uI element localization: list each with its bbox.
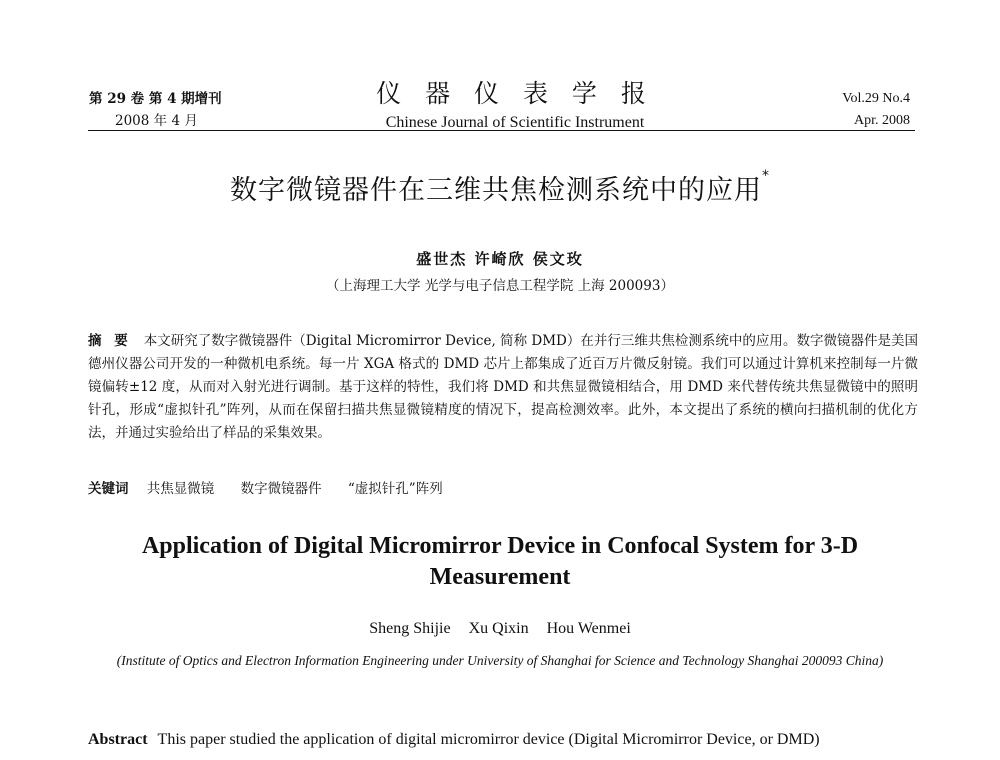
abstract-en-label: Abstract: [88, 731, 148, 748]
paper-title-cn: [0, 168, 1000, 207]
header-vol-info-en: [842, 88, 910, 132]
keyword: 共焦显微镜: [146, 481, 215, 497]
journal-name-en: Chinese Journal of Scientific Instrument: [385, 114, 645, 131]
abstract-cn: [88, 330, 918, 445]
abstract-cn-label: 摘 要: [88, 333, 132, 349]
author-name: Hou Wenmei: [546, 620, 631, 637]
authors-cn: 盛世杰 许崎欣 侯文玫: [416, 250, 584, 268]
author-name: Xu Qixin: [468, 620, 529, 637]
journal-name-cn: 仪 器 仪 表 学 报: [376, 79, 654, 108]
keyword: 数字微镜器件: [240, 481, 322, 497]
paper-title-en: Application of Digital Micromirror Device in Confocal System for 3-D Measurement: [141, 533, 859, 590]
abstract-en-text: This paper studied the application of digital micromirror device (Digital Micromirror Device, or DMD): [157, 731, 820, 748]
volume-issue-en: Vol.29 No.4: [842, 91, 910, 106]
issue-date-en: Apr. 2008: [854, 113, 910, 128]
keywords-cn-label: 关键词: [88, 481, 129, 497]
title-footnote-mark: *: [762, 168, 770, 184]
volume-issue: 第 29 卷 第 4 期增刊: [89, 91, 222, 107]
keywords-cn: [88, 477, 465, 497]
author-name: Sheng Shijie: [369, 620, 451, 637]
authors-en: [0, 620, 1000, 638]
issue-date: 2008 年 4 月: [115, 113, 198, 129]
paper-title-cn-text: 数字微镜器件在三维共焦检测系统中的应用: [230, 175, 762, 206]
affiliation-en: (Institute of Optics and Electron Information Engineering under University of Shanghai for Science and Technology Shanghai 200093 China): [116, 653, 884, 668]
abstract-en: [88, 731, 928, 749]
journal-name: [360, 78, 670, 134]
abstract-cn-text: 本文研究了数字微镜器件（Digital Micromirror Device, 简称 DMD）在并行三维共焦检测系统中的应用。数字微镜器件是美国德州仪器公司开发的一种微机电系统。每一片 XGA 格式的 DMD 芯片上都集成了近百万片微反射镜。我们可以通过计算机来控制每一片微镜偏转±12 度，从而对入射光进行调制。基于这样的特性，我们将 DMD 和共焦显微镜相结合，用 DMD 来代替传统共焦显微镜中的照明针孔，形成“虚拟针孔”阵列，从而在保留扫描共焦显微镜精度的情况下，提高检测效率。此外，本文提出了系统的横向扫描机制的优化方法，并通过实验给出了样品的采集效果。: [88, 333, 918, 441]
header-rule: [88, 130, 915, 131]
keyword: “虚拟针孔”阵列: [347, 481, 443, 497]
header-volume-info: [89, 88, 222, 132]
affiliation-cn: （上海理工大学 光学与电子信息工程学院 上海 200093）: [326, 278, 674, 294]
